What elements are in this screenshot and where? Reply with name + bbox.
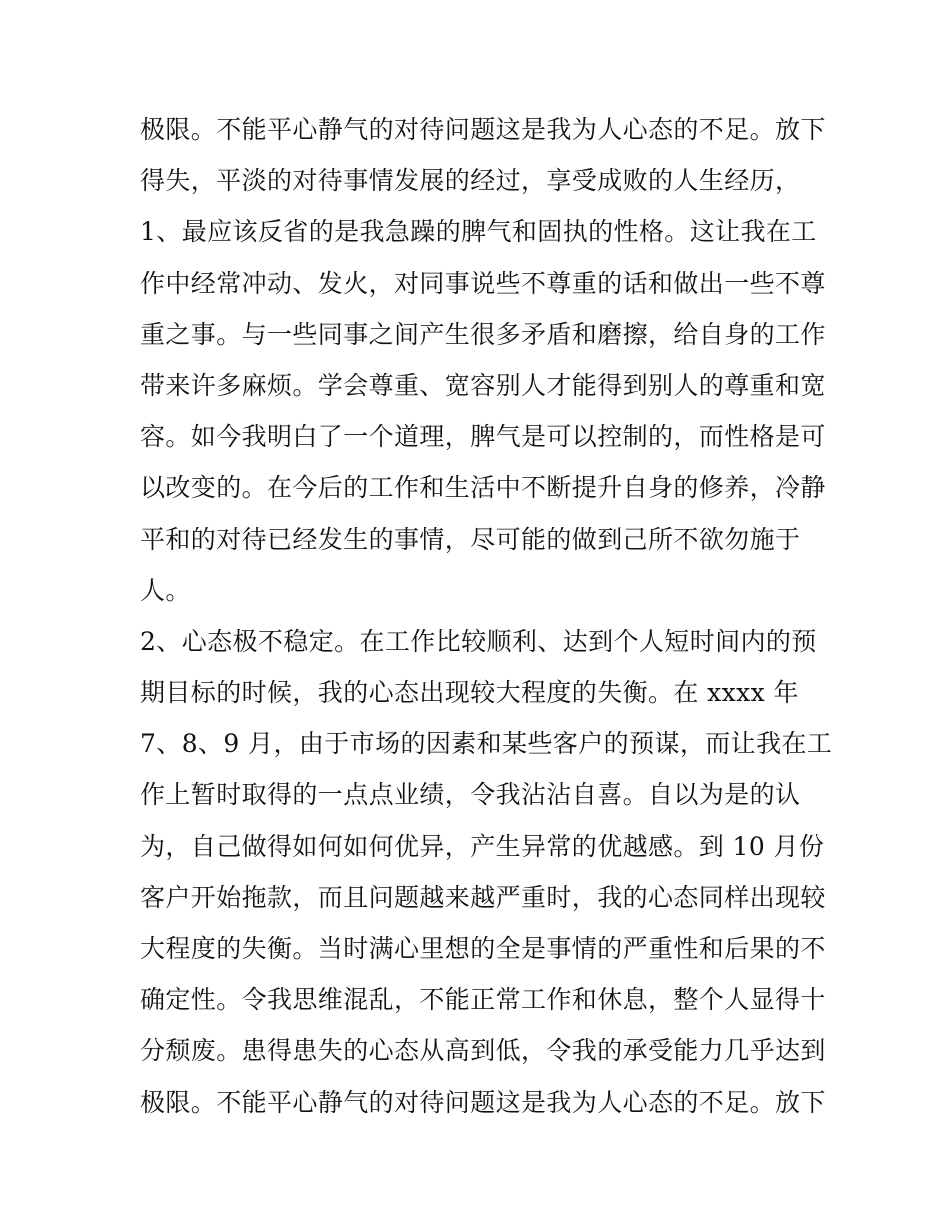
text-line: 确定性。令我思维混乱，不能正常工作和休息，整个人显得十 xyxy=(140,985,826,1015)
document-body-text xyxy=(140,104,833,1128)
text-line: 平和的对待已经发生的事情，尽可能的做到己所不欲勿施于 xyxy=(140,524,801,554)
text-line: 作上暂时取得的一点点业绩，令我沾沾自喜。自以为是的认 xyxy=(140,780,801,810)
text-line: 作中经常冲动、发火，对同事说些不尊重的话和做出一些不尊 xyxy=(140,268,826,298)
text-line: 极限。不能平心静气的对待问题这是我为人心态的不足。放下 xyxy=(140,115,826,144)
text-line: 7、8、9 月，由于市场的因素和某些客户的预谋，而让我在工 xyxy=(140,729,833,759)
text-line: 极限。不能平心静气的对待问题这是我为人心态的不足。放下 xyxy=(140,1087,826,1117)
text-line: 重之事。与一些同事之间产生很多矛盾和磨擦，给自身的工作 xyxy=(140,319,826,349)
text-line: 得失，平淡的对待事情发展的经过，享受成败的人生经历， xyxy=(140,166,801,196)
text-line: 容。如今我明白了一个道理，脾气是可以控制的，而性格是可 xyxy=(140,422,826,452)
text-line: 客户开始拖款，而且问题越来越严重时，我的心态同样出现较 xyxy=(140,882,826,912)
text-line: 为，自己做得如何如何优异，产生异常的优越感。到 10 月份 xyxy=(140,831,825,861)
text-line: 大程度的失衡。当时满心里想的全是事情的严重性和后果的不 xyxy=(140,934,826,963)
text-line: 2、心态极不稳定。在工作比较顺利、达到个人短时间内的预 xyxy=(140,626,817,656)
text-line: 以改变的。在今后的工作和生活中不断提升自身的修养，冷静 xyxy=(140,473,826,503)
text-line: 期目标的时候，我的心态出现较大程度的失衡。在 xxxx 年 xyxy=(140,678,799,708)
text-line: 带来许多麻烦。学会尊重、宽容别人才能得到别人的尊重和宽 xyxy=(140,370,826,400)
text-line: 分颓废。患得患失的心态从高到低，令我的承受能力几乎达到 xyxy=(140,1036,826,1066)
text-line: 人。 xyxy=(140,575,191,605)
text-line: 1、最应该反省的是我急躁的脾气和固执的性格。这让我在工 xyxy=(140,217,817,247)
